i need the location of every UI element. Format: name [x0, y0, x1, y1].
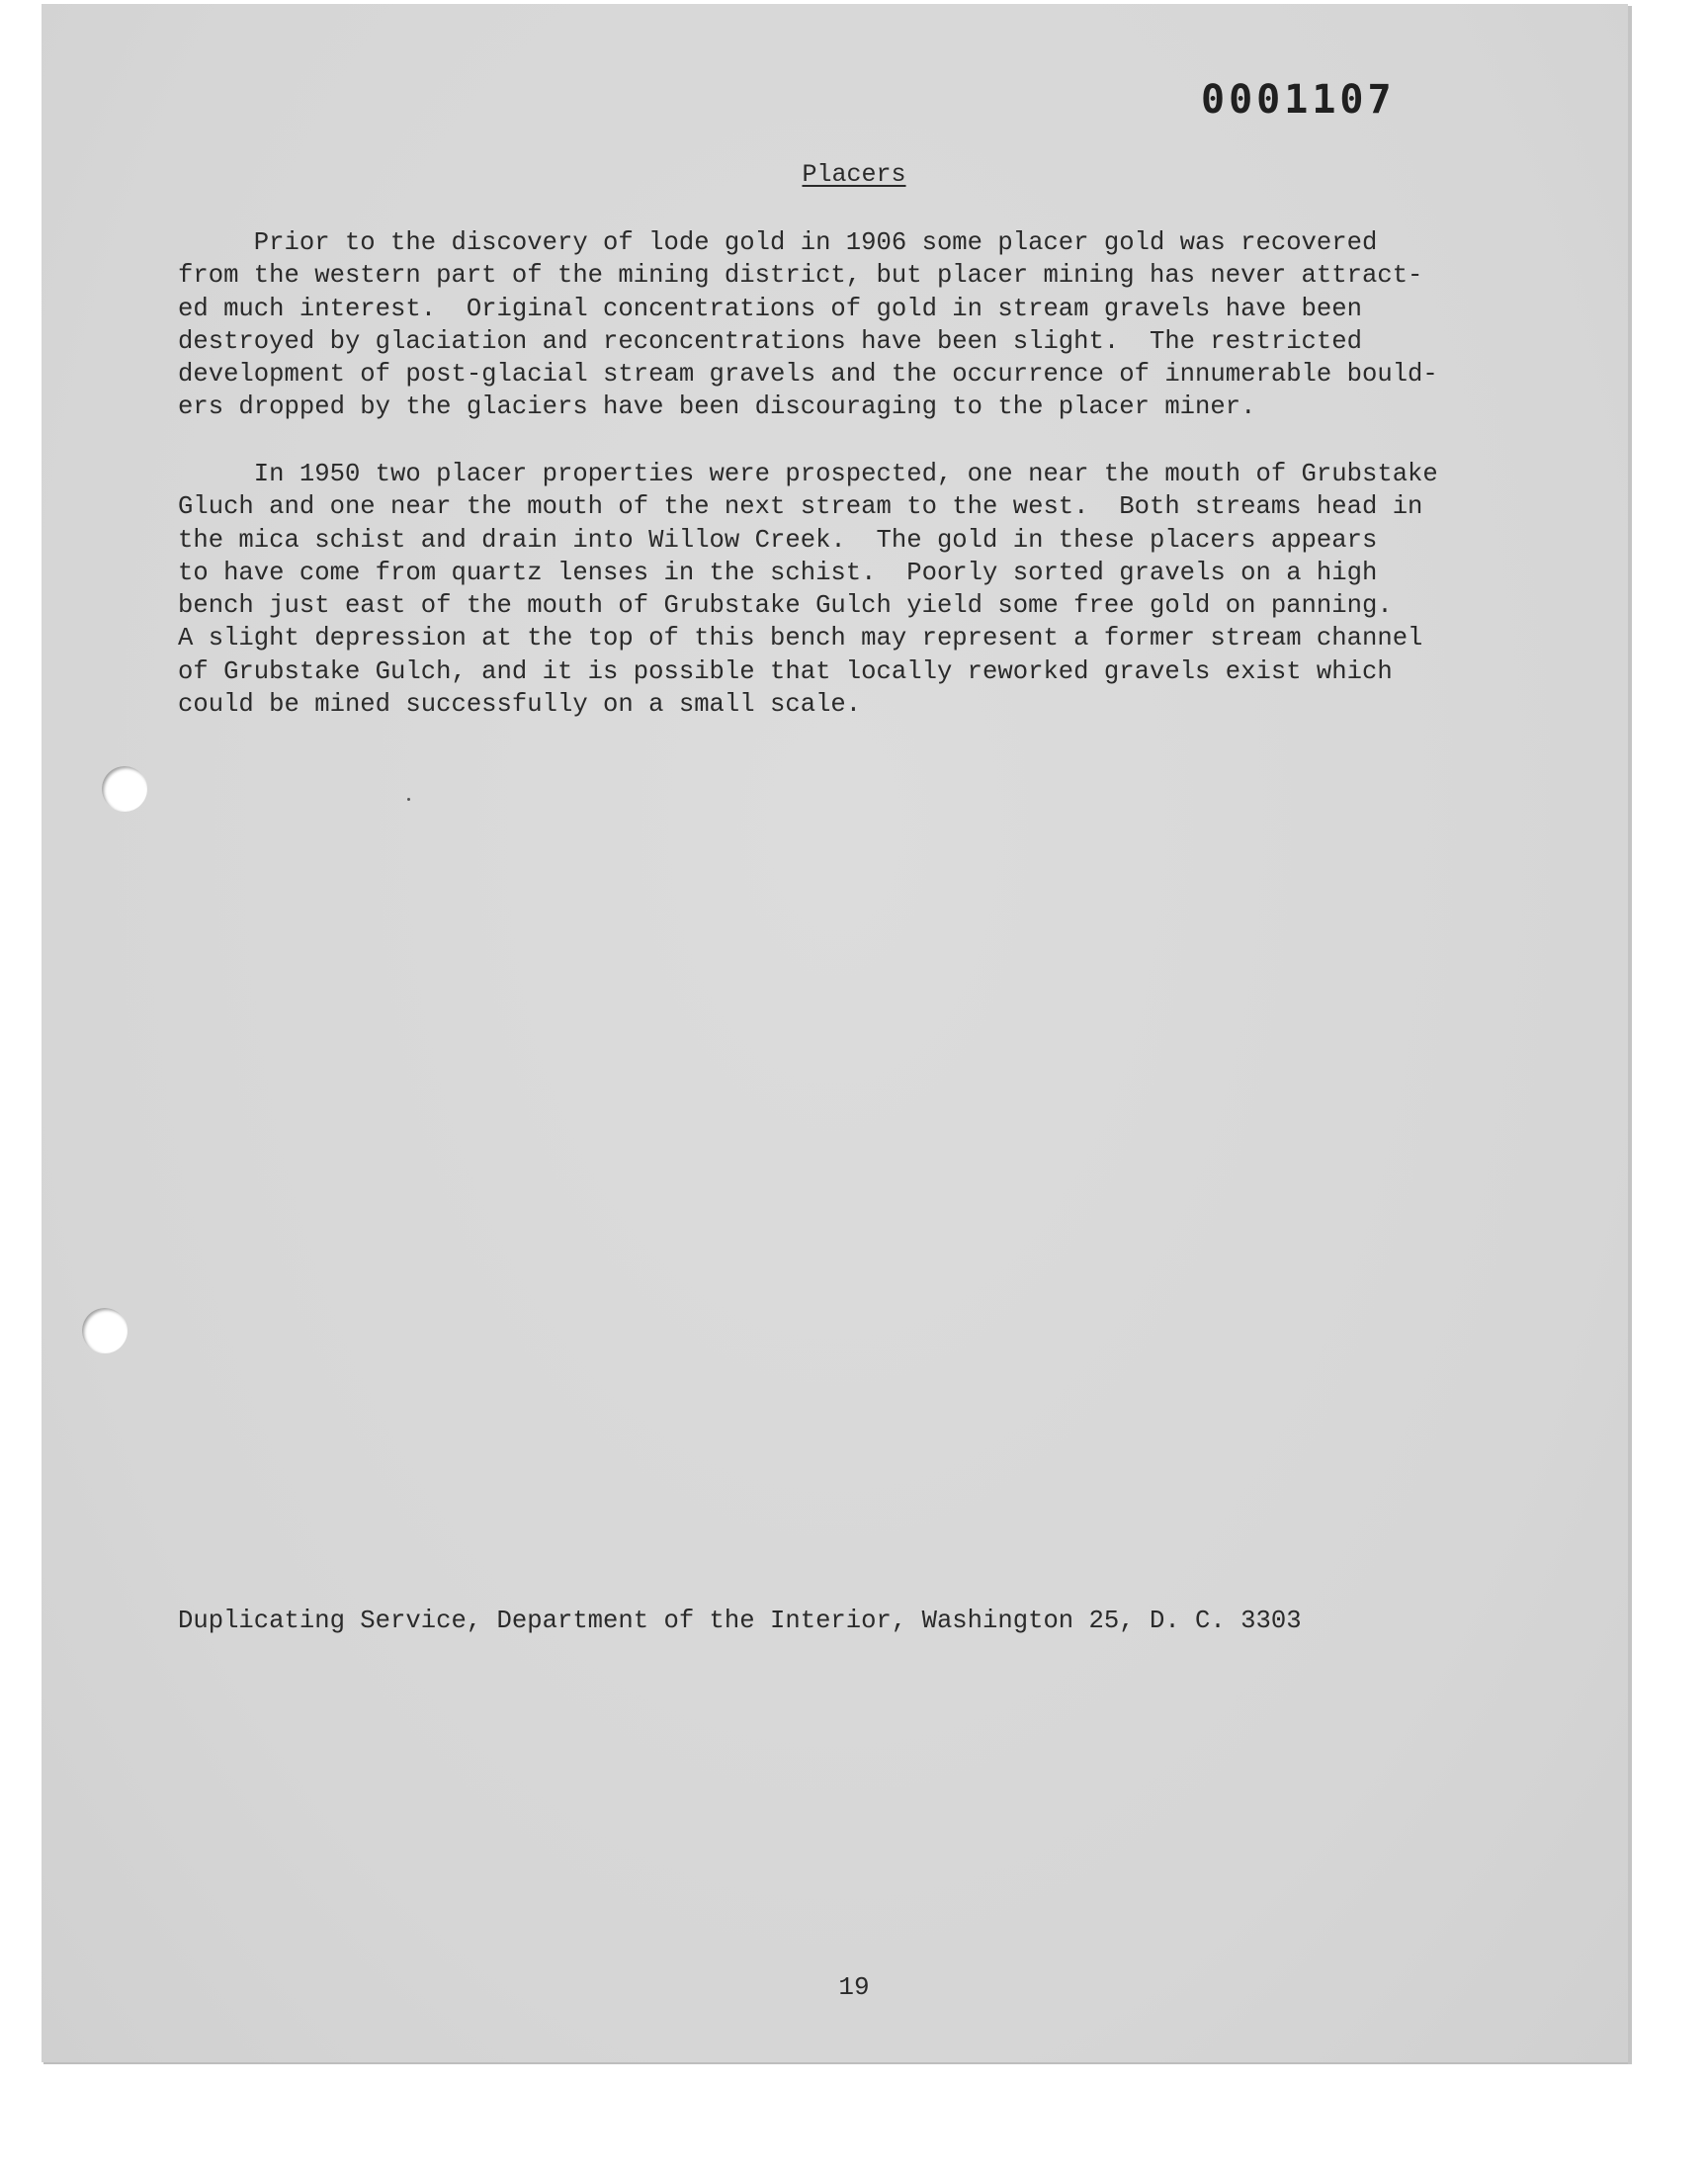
text-line: of Grubstake Gulch, and it is possible that locally reworked gravels exist which — [178, 656, 1393, 686]
paper-edge — [1628, 6, 1632, 2064]
text-line: development of post-glacial stream gravels and the occurrence of innumerable bould- — [178, 360, 1438, 390]
text-line: destroyed by glaciation and reconcentrations have been slight. The restricted — [178, 326, 1362, 356]
text-line: Prior to the discovery of lode gold in 1906 some placer gold was recovered — [178, 228, 1378, 257]
text-line: the mica schist and drain into Willow Creek. The gold in these placers appears — [178, 525, 1378, 555]
section-heading: Placers — [802, 160, 906, 189]
duplicating-service-footer: Duplicating Service, Department of the Interior, Washington 25, D. C. 3303 — [178, 1607, 1302, 1635]
text-line: In 1950 two placer properties were prospected, one near the mouth of Grubstake — [178, 460, 1438, 488]
paragraph-1 — [178, 226, 1542, 424]
text-line: Gluch and one near the mouth of the next stream to the west. Both streams head in — [178, 492, 1423, 522]
punch-hole — [102, 766, 147, 812]
text-line: bench just east of the mouth of Grubstake Gulch yield some free gold on panning. — [178, 591, 1393, 621]
text-line: from the western part of the mining district, but placer mining has never attract- — [178, 261, 1423, 291]
punch-hole — [82, 1308, 128, 1353]
paragraph-2 — [178, 458, 1542, 721]
text-line: to have come from quartz lenses in the schist. Poorly sorted gravels on a high — [178, 558, 1378, 587]
paper-speck — [407, 798, 410, 801]
text-line: could be mined successfully on a small scale. — [178, 690, 862, 720]
text-line: ers dropped by the glaciers have been discouraging to the placer miner. — [178, 392, 1256, 422]
text-line: ed much interest. Original concentrations of gold in stream gravels have been — [178, 294, 1362, 323]
document-stamp-number: 0001107 — [1201, 77, 1396, 123]
page-number: 19 — [838, 1972, 870, 2002]
text-line: A slight depression at the top of this bench may represent a former stream channel — [178, 624, 1423, 653]
